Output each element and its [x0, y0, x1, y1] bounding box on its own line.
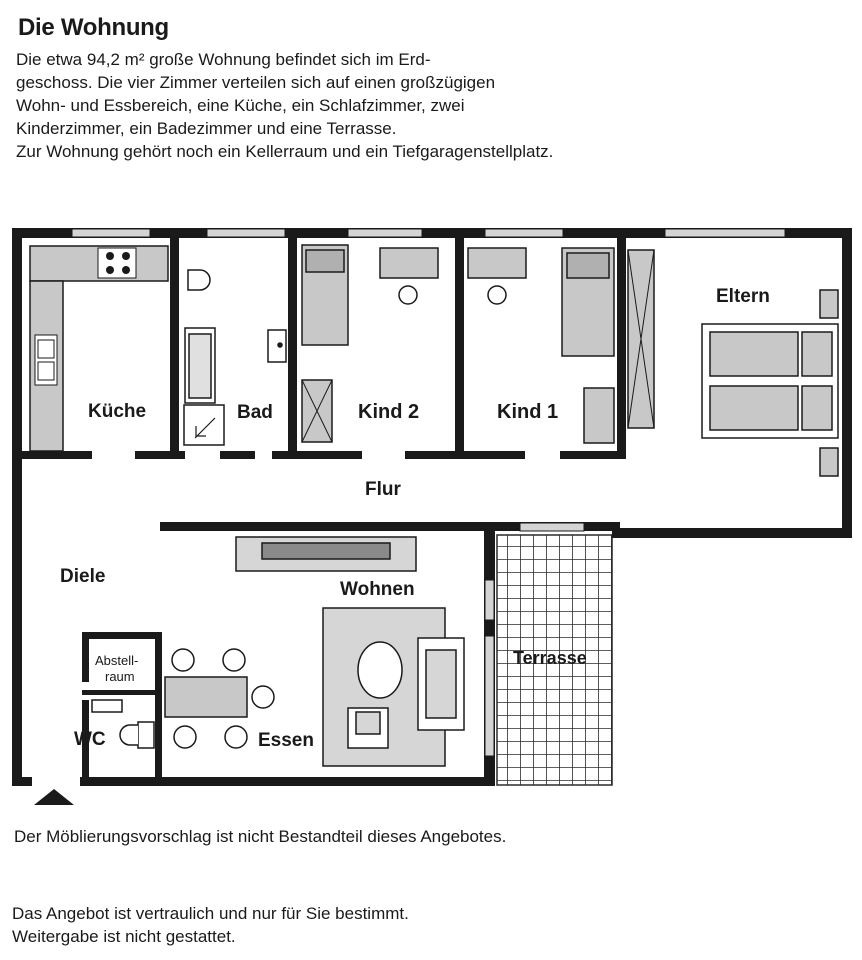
- room-label-kind1: Kind 1: [497, 401, 559, 423]
- room-label-diele: Diele: [60, 566, 106, 587]
- intro-text: [16, 48, 716, 163]
- entrance-marker: [34, 789, 74, 805]
- room-label-bad: Bad: [237, 402, 273, 423]
- eltern-furniture: [702, 290, 838, 476]
- confidential-line: Das Angebot ist vertraulich und nur für Sie bestimmt.: [12, 904, 409, 923]
- confidential-line: Weitergabe ist nicht gestattet.: [12, 927, 236, 946]
- room-label-essen: Essen: [258, 730, 314, 751]
- room-label-abstell-line1: Abstell-: [95, 653, 139, 668]
- room-label-wohnen: Wohnen: [340, 579, 415, 600]
- room-label-terrasse: Terrasse: [513, 648, 587, 668]
- room-label-kind2: Kind 2: [358, 401, 420, 423]
- furnishing-note: Der Möblierungsvorschlag ist nicht Bestandteil dieses Angebotes.: [14, 827, 507, 846]
- intro-line: geschoss. Die vier Zimmer verteilen sich auf einen großzügigen: [16, 73, 496, 92]
- intro-line: Zur Wohnung gehört noch ein Kellerraum und ein Tiefgaragenstellplatz.: [16, 142, 554, 161]
- room-label-eltern: Eltern: [716, 286, 770, 307]
- room-label-abstell-line2: raum: [105, 669, 135, 684]
- intro-line: Wohn- und Essbereich, eine Küche, ein Schlafzimmer, zwei: [16, 96, 465, 115]
- intro-line: Kinderzimmer, ein Badezimmer und eine Terrasse.: [16, 119, 397, 138]
- room-label-flur: Flur: [365, 479, 401, 500]
- room-label-wc: WC: [74, 729, 106, 750]
- confidential-notice: [12, 902, 409, 948]
- kind1-furniture: [468, 248, 654, 443]
- floor-plan: [0, 215, 862, 815]
- page-title: Die Wohnung: [18, 14, 169, 41]
- room-label-kueche: Küche: [88, 401, 147, 422]
- intro-line: Die etwa 94,2 m² große Wohnung befindet sich im Erd-: [16, 50, 431, 69]
